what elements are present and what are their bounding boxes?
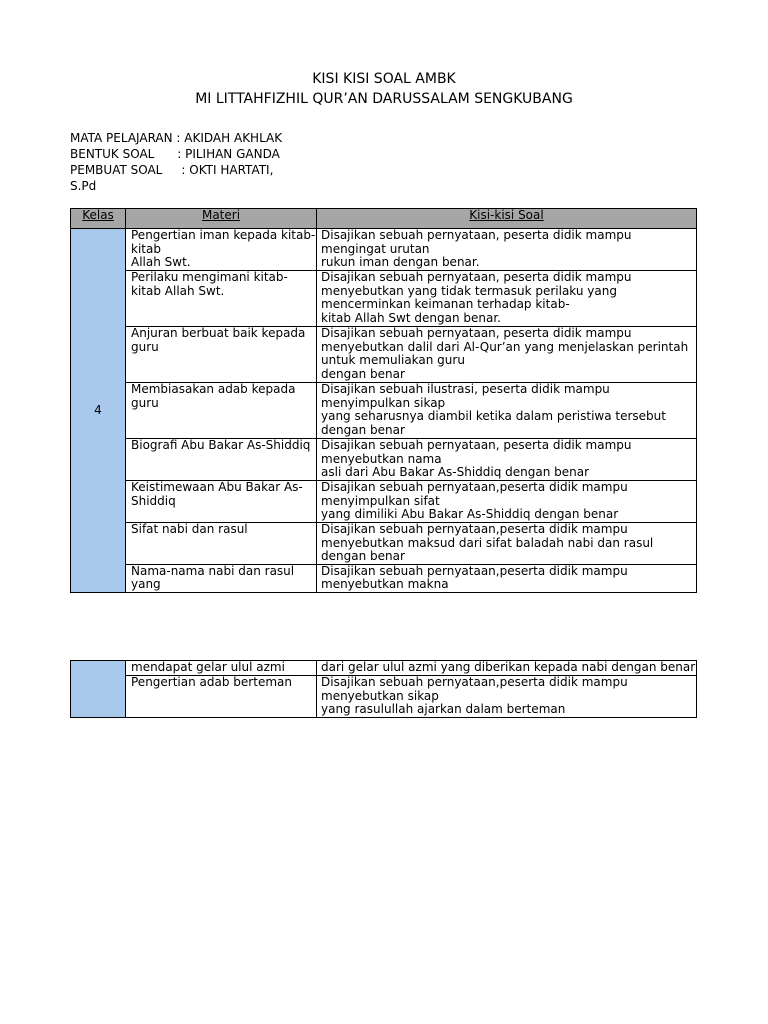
table-row (71, 383, 697, 439)
document-title (0, 69, 768, 109)
kisi-cell: dari gelar ulul azmi yang diberikan kepada nabi dengan benar (317, 661, 697, 676)
materi-cell: Nama-nama nabi dan rasul yang (126, 564, 317, 592)
table-row (71, 439, 697, 481)
header-materi: Materi (126, 209, 317, 229)
kisi-cell: Disajikan sebuah ilustrasi, peserta didik mampu menyimpulkan sikap yang seharusnya diambil ketika dalam peristiwa tersebut dengan benar (317, 383, 697, 439)
table-row (71, 523, 697, 565)
kelas-cell: 4 (71, 229, 126, 593)
materi-cell: Biografi Abu Bakar As-Shiddiq (126, 439, 317, 481)
table-row (71, 271, 697, 327)
table-row (71, 564, 697, 592)
kisi-cell: Disajikan sebuah pernyataan,peserta didik mampu menyebutkan makna (317, 564, 697, 592)
meta-bentuk-soal: BENTUK SOAL : PILIHAN GANDA (70, 147, 280, 161)
materi-cell: Perilaku mengimani kitab-kitab Allah Swt. (126, 271, 317, 327)
kisi-cell: Disajikan sebuah pernyataan, peserta didik mampu menyebutkan nama asli dari Abu Bakar As-Shiddiq dengan benar (317, 439, 697, 481)
materi-cell: Pengertian adab berteman (126, 676, 317, 718)
kisi-cell: Disajikan sebuah pernyataan,peserta didik mampu menyebutkan sikap yang rasulullah ajarkan dalam berteman (317, 676, 697, 718)
materi-cell: Sifat nabi dan rasul (126, 523, 317, 565)
kisi-cell: Disajikan sebuah pernyataan, peserta didik mampu menyebutkan dalil dari Al-Qur’an yang menjelaskan perintah untuk memuliakan guru dengan benar (317, 327, 697, 383)
table-row (71, 327, 697, 383)
table-row (71, 481, 697, 523)
meta-mata-pelajaran: MATA PELAJARAN : AKIDAH AKHLAK (70, 131, 283, 145)
kisi-cell: Disajikan sebuah pernyataan,peserta didik mampu menyebutkan maksud dari sifat baladah nabi dan rasul dengan benar (317, 523, 697, 565)
kisi-kisi-table (70, 208, 697, 593)
header-kisi: Kisi-kisi Soal (317, 209, 697, 229)
title-line-1: KISI KISI SOAL AMBK (312, 71, 456, 87)
materi-cell: Membiasakan adab kepada guru (126, 383, 317, 439)
materi-cell: mendapat gelar ulul azmi (126, 661, 317, 676)
table-row (71, 676, 697, 718)
kisi-kisi-table-continued (70, 660, 697, 718)
materi-cell: Anjuran berbuat baik kepada guru (126, 327, 317, 383)
table-row (71, 229, 697, 271)
kisi-cell: Disajikan sebuah pernyataan, peserta didik mampu mengingat urutan rukun iman dengan benar. (317, 229, 697, 271)
table-header-row (71, 209, 697, 229)
kelas-cell (71, 661, 126, 718)
title-line-2: MI LITTAHFIZHIL QUR’AN DARUSSALAM SENGKUBANG (195, 91, 573, 107)
table-row (71, 661, 697, 676)
materi-cell: Keistimewaan Abu Bakar As-Shiddiq (126, 481, 317, 523)
document-meta (70, 130, 282, 194)
meta-gelar: S.Pd (70, 179, 97, 193)
header-kelas: Kelas (71, 209, 126, 229)
kisi-cell: Disajikan sebuah pernyataan,peserta didik mampu menyimpulkan sifat yang dimiliki Abu Bakar As-Shiddiq dengan benar (317, 481, 697, 523)
kisi-cell: Disajikan sebuah pernyataan, peserta didik mampu menyebutkan yang tidak termasuk perilaku yang mencerminkan keimanan terhadap kitab- kitab Allah Swt dengan benar. (317, 271, 697, 327)
meta-pembuat-soal: PEMBUAT SOAL : OKTI HARTATI, (70, 163, 274, 177)
materi-cell: Pengertian iman kepada kitab-kitab Allah Swt. (126, 229, 317, 271)
